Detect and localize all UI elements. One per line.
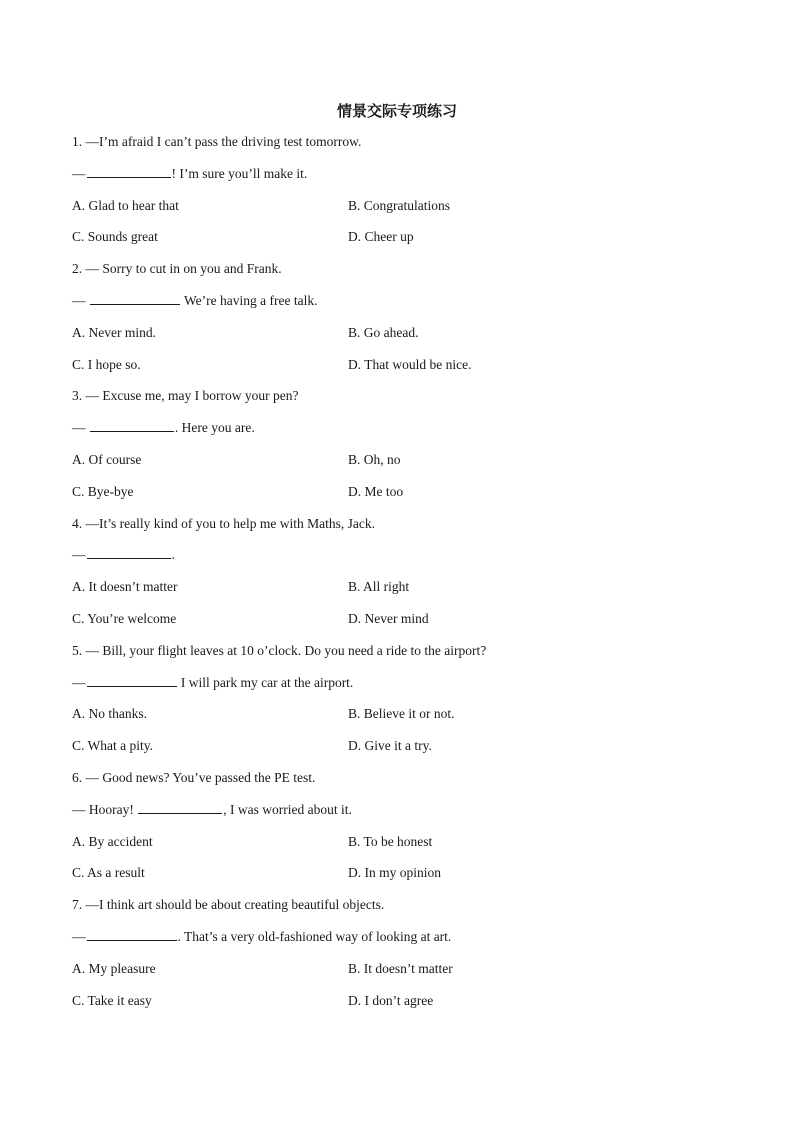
answer-blank	[87, 543, 171, 559]
question-7	[72, 893, 732, 1020]
question-prompt: 6. — Good news? You’ve passed the PE test.	[72, 769, 316, 785]
response-lead: —	[72, 420, 89, 436]
question-response	[72, 925, 732, 957]
option-row	[72, 575, 732, 607]
question-response	[72, 543, 732, 575]
option-c: C. I hope so.	[72, 356, 141, 372]
answer-blank	[87, 671, 177, 687]
response-lead: — Hooray!	[72, 801, 138, 817]
answer-blank	[138, 798, 222, 814]
option-b: B. To be honest	[348, 833, 433, 849]
option-d: D. Never mind	[348, 610, 429, 626]
option-row	[72, 989, 732, 1021]
option-row	[72, 734, 732, 766]
option-a: A. It doesn’t matter	[72, 579, 178, 595]
question-4	[72, 512, 732, 639]
option-a: A. Never mind.	[72, 324, 156, 340]
response-tail: , I was worried about it.	[223, 801, 352, 817]
option-row	[72, 194, 732, 226]
option-a: A. Of course	[72, 451, 142, 467]
option-b: B. Congratulations	[348, 197, 450, 213]
question-prompt: 1. —I’m afraid I can’t pass the driving test tomorrow.	[72, 134, 362, 149]
question-5	[72, 639, 732, 766]
question-response	[72, 798, 732, 830]
option-a: A. Glad to hear that	[72, 197, 179, 213]
option-row	[72, 353, 732, 385]
page-title: 情景交际专项练习	[336, 102, 457, 120]
option-d: D. Give it a try.	[348, 738, 432, 754]
option-a: A. My pleasure	[72, 960, 156, 976]
option-d: D. That would be nice.	[348, 356, 472, 372]
response-tail: ! I’m sure you’ll make it.	[171, 165, 308, 181]
answer-blank	[90, 416, 174, 432]
option-row	[72, 861, 732, 893]
question-2	[72, 257, 732, 384]
question-prompt: 5. — Bill, your flight leaves at 10 o’clock. Do you need a ride to the airport?	[72, 642, 487, 658]
option-row	[72, 480, 732, 512]
question-prompt: 2. — Sorry to cut in on you and Frank.	[72, 261, 282, 277]
option-d: D. In my opinion	[348, 865, 441, 881]
question-prompt: 4. —It’s really kind of you to help me with Maths, Jack.	[72, 515, 375, 531]
response-tail: . That’s a very old-fashioned way of looking at art.	[177, 928, 452, 944]
question-response	[72, 162, 732, 194]
question-1	[72, 130, 732, 257]
option-c: C. Take it easy	[72, 992, 152, 1008]
option-b: B. Oh, no	[348, 451, 401, 467]
response-tail: We’re having a free talk.	[180, 292, 318, 308]
option-d: D. Me too	[348, 483, 404, 499]
question-response	[72, 416, 732, 448]
response-lead: —	[72, 547, 86, 563]
option-c: C. What a pity.	[72, 738, 153, 754]
question-6	[72, 766, 732, 893]
option-row	[72, 957, 732, 989]
option-c: C. As a result	[72, 865, 145, 881]
option-c: C. Bye-bye	[72, 483, 134, 499]
question-list	[72, 130, 732, 1020]
response-lead: —	[72, 292, 89, 308]
option-b: B. Believe it or not.	[348, 706, 455, 722]
option-d: D. I don’t agree	[348, 992, 434, 1008]
option-c: C. You’re welcome	[72, 610, 177, 626]
question-response	[72, 671, 732, 703]
answer-blank	[90, 289, 180, 305]
response-lead: —	[72, 165, 86, 181]
option-c: C. Sounds great	[72, 229, 158, 245]
option-a: A. No thanks.	[72, 706, 147, 722]
option-row	[72, 448, 732, 480]
response-tail: I will park my car at the airport.	[177, 674, 354, 690]
answer-blank	[87, 925, 177, 941]
option-row	[72, 607, 732, 639]
question-prompt: 3. — Excuse me, may I borrow your pen?	[72, 388, 299, 404]
option-row	[72, 702, 732, 734]
option-row	[72, 225, 732, 257]
question-3	[72, 384, 732, 511]
option-b: B. Go ahead.	[348, 324, 419, 340]
option-b: B. All right	[348, 579, 410, 595]
option-d: D. Cheer up	[348, 229, 414, 245]
question-response	[72, 289, 732, 321]
response-lead: —	[72, 674, 86, 690]
response-tail: .	[171, 547, 175, 563]
response-tail: . Here you are.	[174, 420, 255, 436]
response-lead: —	[72, 928, 86, 944]
option-row	[72, 830, 732, 862]
option-b: B. It doesn’t matter	[348, 960, 453, 976]
option-a: A. By accident	[72, 833, 153, 849]
answer-blank	[87, 162, 171, 178]
option-row	[72, 321, 732, 353]
question-prompt: 7. —I think art should be about creating beautiful objects.	[72, 897, 385, 913]
